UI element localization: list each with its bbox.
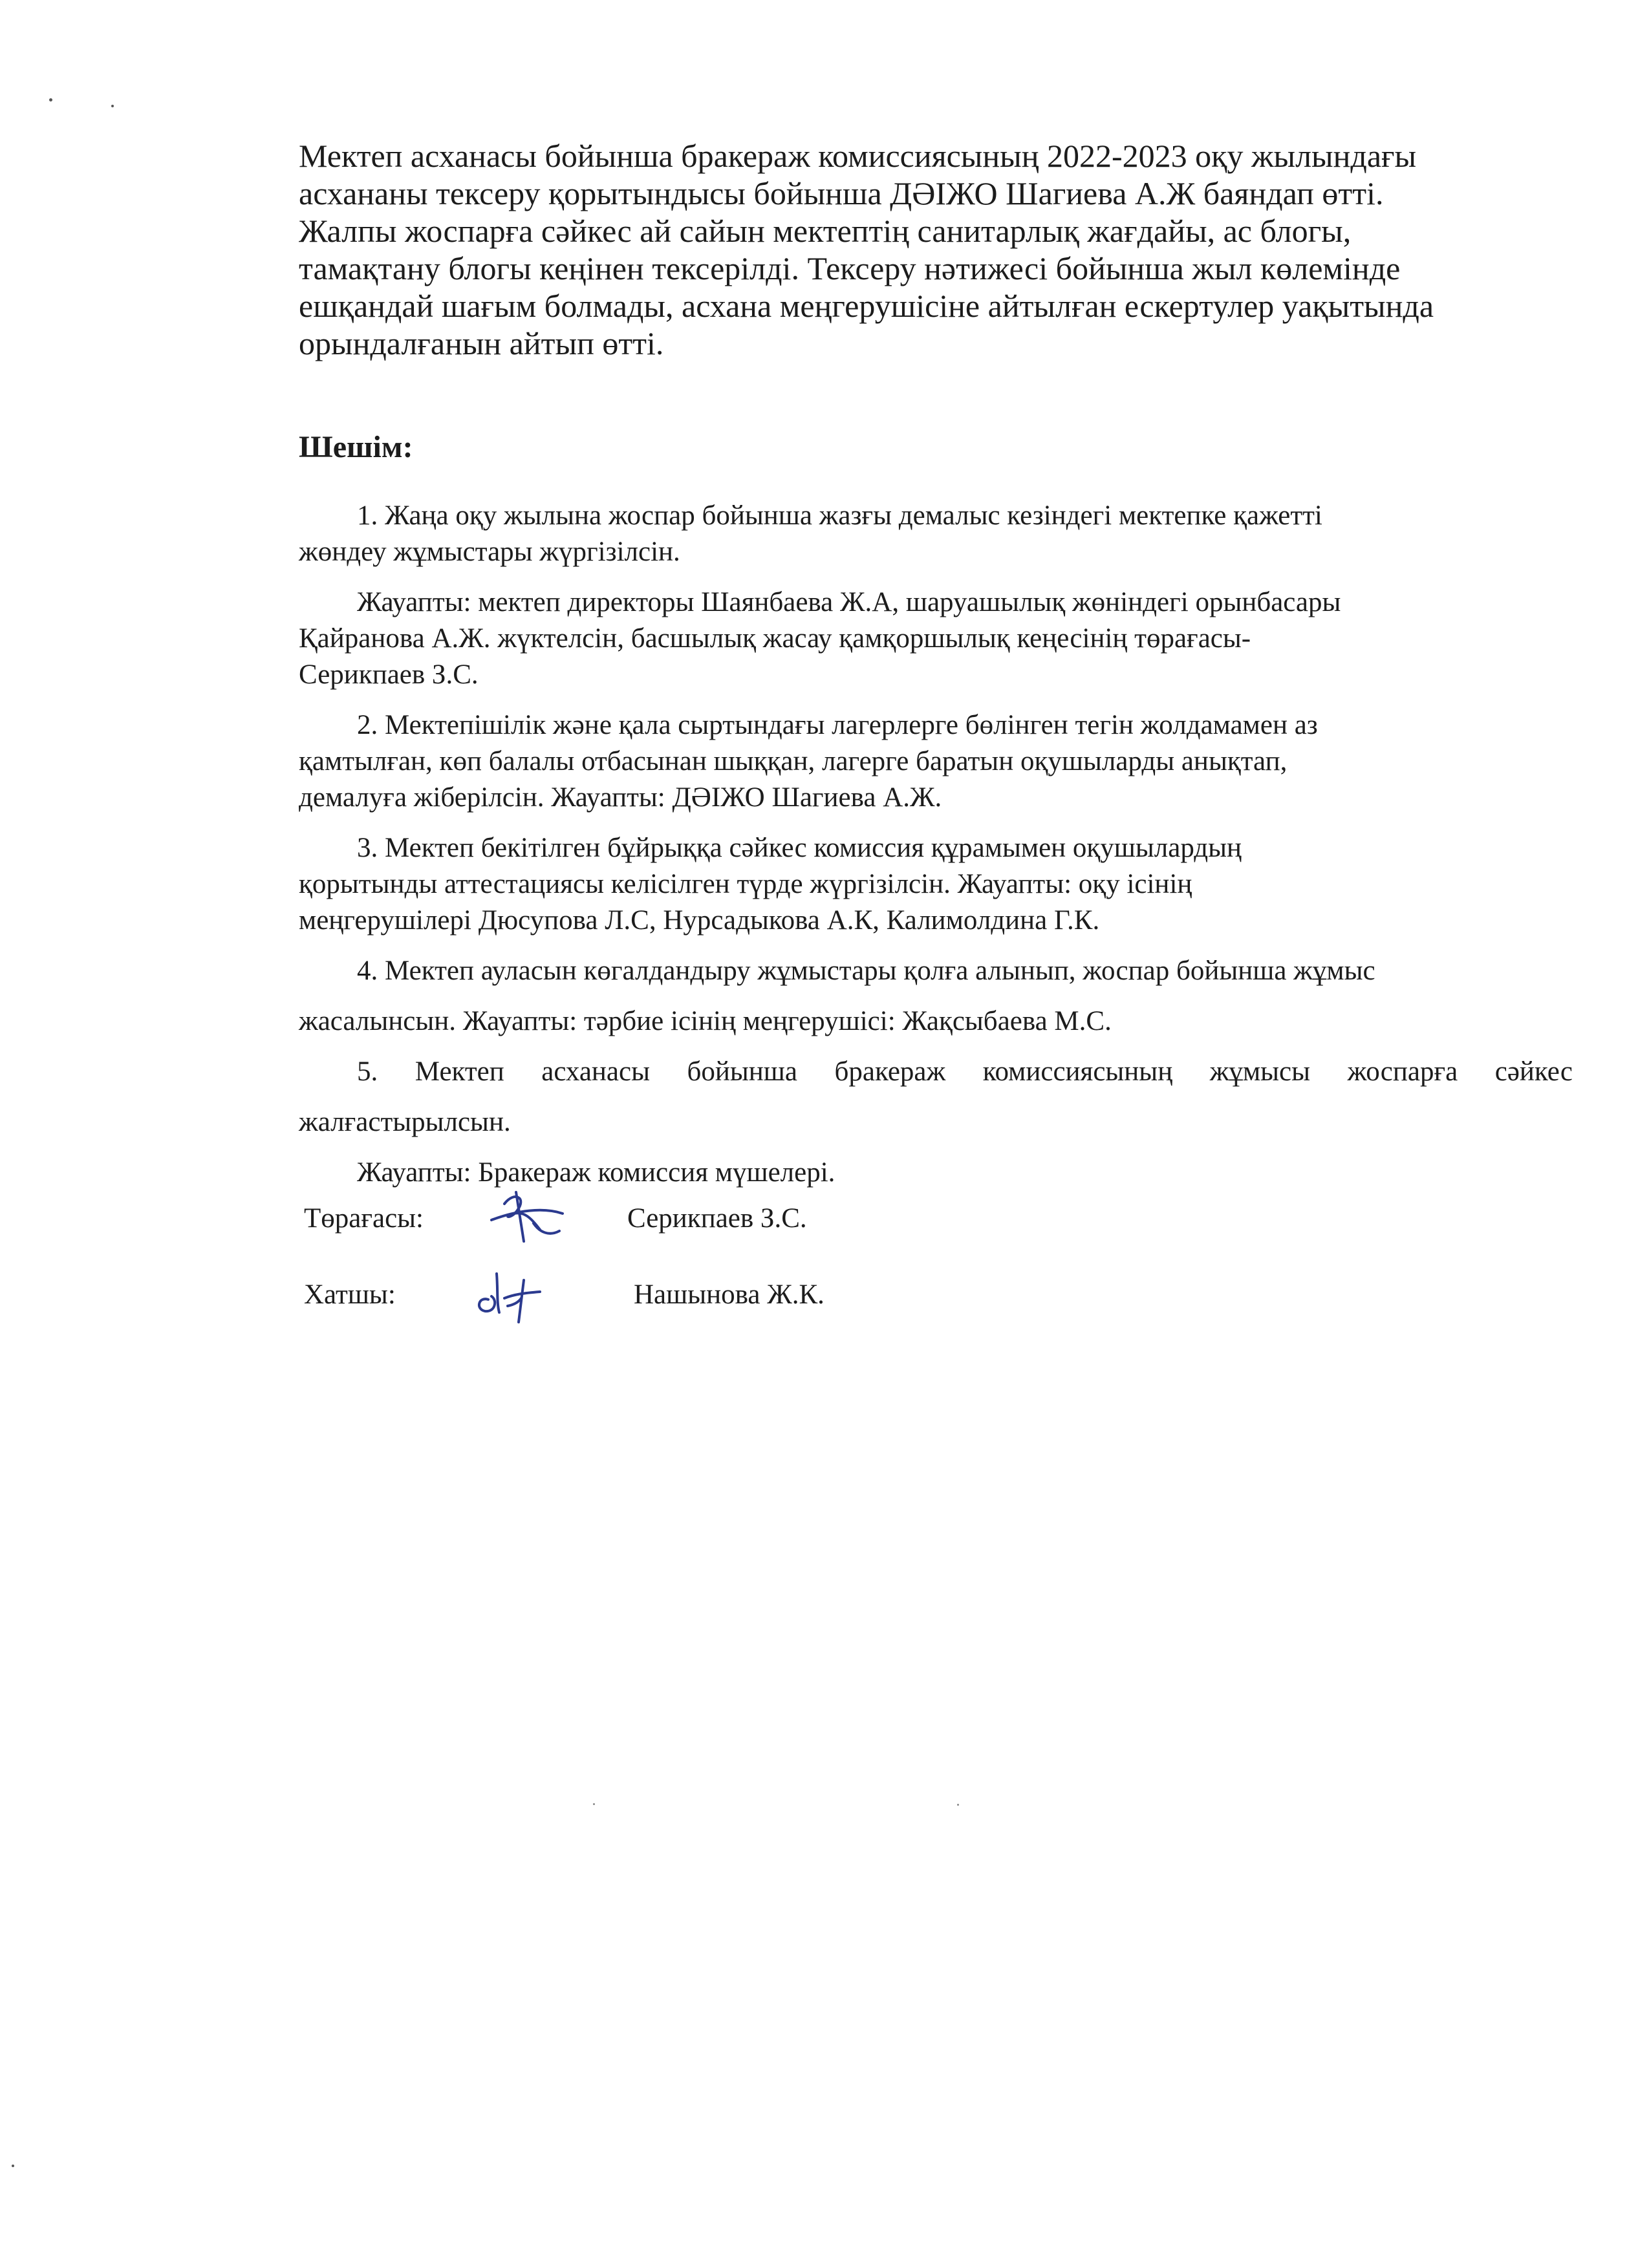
intro-line: Жалпы жоспарға сәйкес ай сайын мектептің санитарлық жағдайы, ас блогы, [299, 213, 1352, 249]
decision-line: жалғастырылсын. [299, 1107, 511, 1137]
intro-line: ешқандай шағым болмады, асхана меңгерушісіне айтылған ескертулер уақытында [299, 288, 1434, 324]
decision-word: сәйкес [1494, 1056, 1573, 1087]
intro-paragraph [299, 137, 1566, 362]
decision-line: 1. Жаңа оқу жылына жоспар бойынша жазғы демалыс кезіндегі мектепке қажетті [357, 500, 1322, 531]
decision-line: 3. Мектеп бекітілген бұйрыққа сәйкес комиссия құрамымен оқушылардың [357, 833, 1242, 863]
decision-word: 5. [357, 1056, 378, 1087]
secretary-role: Хатшы: [304, 1279, 396, 1310]
decision-line: Жауапты: Бракераж комиссия мүшелері. [357, 1157, 835, 1188]
scan-dot [593, 1803, 595, 1805]
decision-word: Мектеп [415, 1056, 504, 1087]
decision-line: Жауапты: мектеп директоры Шаянбаева Ж.А, шаруашылық жөніндегі орынбасары [357, 587, 1341, 617]
decision-line: жөндеу жұмыстары жүргізілсін. [299, 537, 680, 567]
decision-word: комиссиясының [982, 1056, 1173, 1087]
decision-list [299, 498, 1573, 1191]
scan-dot [12, 2165, 14, 2167]
chair-signature-mark [479, 1184, 582, 1249]
decision-line: 2. Мектепішілік және қала сыртындағы лагерлерге бөлінген тегін жолдамамен аз [357, 710, 1318, 740]
intro-line: тамақтану блогы кеңінен тексерілді. Тексеру нәтижесі бойынша жыл көлемінде [299, 250, 1401, 286]
scan-dot [49, 98, 52, 102]
decision-line: жасалынсын. Жауапты: тәрбие ісінің меңгерушісі: Жақсыбаева М.С. [299, 1006, 1112, 1036]
decision-word: жоспарға [1347, 1056, 1458, 1087]
decision-word: бойынша [687, 1056, 798, 1087]
decision-line: қамтылған, көп балалы отбасынан шыққан, лагерге баратын оқушыларды анықтап, [299, 746, 1288, 776]
decision-line: меңгерушілері Дюсупова Л.С, Нурсадыкова А.К, Калимолдина Г.К. [299, 905, 1100, 936]
decision-word: жұмысы [1209, 1056, 1311, 1087]
decision-line: Серикпаев З.С. [299, 659, 479, 690]
intro-block [299, 137, 1566, 362]
chair-name: Серикпаев З.С. [627, 1203, 807, 1234]
intro-line: асхананы тексеру қорытындысы бойынша ДӘІЖО Шагиева А.Ж баяндап өтті. [299, 175, 1384, 211]
decision-line-justified [299, 1054, 1573, 1090]
decision-heading: Шешім: [299, 430, 413, 464]
decision-line: демалуға жіберілсін. Жауапты: ДӘІЖО Шагиева А.Ж. [299, 782, 942, 813]
chair-role: Төрағасы: [304, 1203, 424, 1234]
decision-line: 4. Мектеп ауласын көгалдандыру жұмыстары қолға алынып, жоспар бойынша жұмыс [357, 956, 1375, 986]
scan-dot [957, 1804, 959, 1806]
decision-word: бракераж [834, 1056, 946, 1087]
decision-line: қорытынды аттестациясы келісілген түрде жүргізілсін. Жауапты: оқу ісінің [299, 869, 1192, 899]
intro-line: Мектеп асханасы бойынша бракераж комиссиясының 2022-2023 оқу жылындағы [299, 138, 1417, 174]
decision-word: асханасы [541, 1056, 650, 1087]
decision-line: Қайранова А.Ж. жүктелсін, басшылық жасау қамқоршылық кеңесінің төрағасы- [299, 623, 1251, 654]
intro-line: орындалғанын айтып өтті. [299, 325, 664, 361]
scan-dot [111, 105, 114, 107]
secretary-signature-mark [459, 1261, 563, 1325]
secretary-name: Нашынова Ж.К. [634, 1279, 824, 1310]
